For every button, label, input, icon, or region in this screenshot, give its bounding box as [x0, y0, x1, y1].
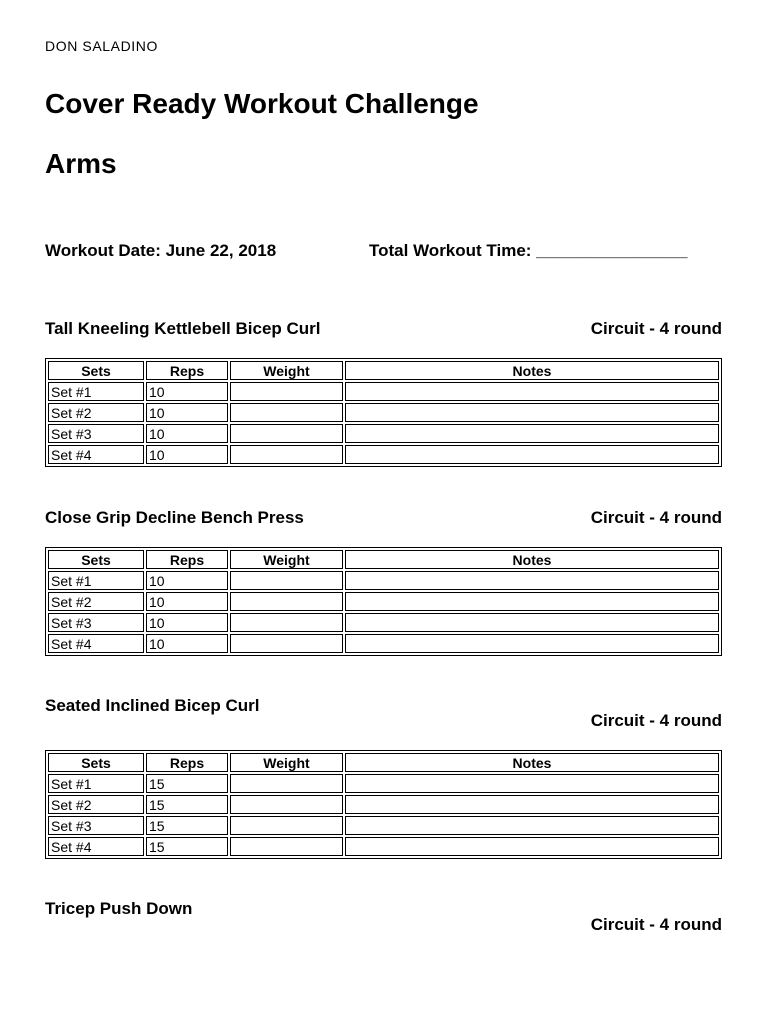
col-header-notes: Notes: [345, 753, 719, 772]
notes-cell[interactable]: [345, 634, 719, 653]
notes-cell[interactable]: [345, 837, 719, 856]
sets-table: [45, 750, 722, 859]
reps-cell: 15: [146, 795, 228, 814]
table-row: [48, 837, 719, 856]
weight-cell[interactable]: [230, 571, 343, 590]
table-header-row: [48, 753, 719, 772]
total-workout-time: Total Workout Time: ________________: [369, 241, 688, 260]
exercise-name: Tricep Push Down: [45, 899, 193, 918]
brand-name: DON SALADINO: [45, 38, 158, 54]
exercise-name: Seated Inclined Bicep Curl: [45, 696, 260, 715]
set-cell: Set #1: [48, 382, 144, 401]
reps-cell: 10: [146, 445, 228, 464]
table-row: [48, 816, 719, 835]
col-header-weight: Weight: [230, 550, 343, 569]
weight-cell[interactable]: [230, 382, 343, 401]
col-header-reps: Reps: [146, 550, 228, 569]
set-cell: Set #4: [48, 634, 144, 653]
reps-cell: 10: [146, 634, 228, 653]
reps-cell: 10: [146, 571, 228, 590]
notes-cell[interactable]: [345, 445, 719, 464]
reps-cell: 15: [146, 816, 228, 835]
col-header-notes: Notes: [345, 361, 719, 380]
reps-cell: 10: [146, 424, 228, 443]
set-cell: Set #4: [48, 837, 144, 856]
notes-cell[interactable]: [345, 424, 719, 443]
weight-cell[interactable]: [230, 634, 343, 653]
table-header-row: [48, 361, 719, 380]
table-row: [48, 795, 719, 814]
notes-cell[interactable]: [345, 816, 719, 835]
set-cell: Set #2: [48, 403, 144, 422]
page-subtitle: Arms: [45, 148, 117, 179]
exercise-circuit: Circuit - 4 round: [590, 711, 722, 730]
reps-cell: 10: [146, 382, 228, 401]
set-cell: Set #1: [48, 774, 144, 793]
table-header-row: [48, 550, 719, 569]
weight-cell[interactable]: [230, 774, 343, 793]
weight-cell[interactable]: [230, 445, 343, 464]
notes-cell[interactable]: [345, 592, 719, 611]
col-header-reps: Reps: [146, 753, 228, 772]
table-row: [48, 424, 719, 443]
col-header-weight: Weight: [230, 361, 343, 380]
sets-table: [45, 358, 722, 467]
set-cell: Set #1: [48, 571, 144, 590]
weight-cell[interactable]: [230, 613, 343, 632]
set-cell: Set #2: [48, 592, 144, 611]
exercise-circuit: Circuit - 4 round: [590, 319, 722, 338]
table-row: [48, 445, 719, 464]
col-header-reps: Reps: [146, 361, 228, 380]
reps-cell: 15: [146, 837, 228, 856]
table-row: [48, 634, 719, 653]
notes-cell[interactable]: [345, 795, 719, 814]
set-cell: Set #3: [48, 613, 144, 632]
weight-cell[interactable]: [230, 424, 343, 443]
weight-cell[interactable]: [230, 837, 343, 856]
table-row: [48, 382, 719, 401]
weight-cell[interactable]: [230, 816, 343, 835]
weight-cell[interactable]: [230, 592, 343, 611]
table-row: [48, 592, 719, 611]
set-cell: Set #3: [48, 816, 144, 835]
set-cell: Set #2: [48, 795, 144, 814]
notes-cell[interactable]: [345, 613, 719, 632]
table-row: [48, 403, 719, 422]
notes-cell[interactable]: [345, 403, 719, 422]
set-cell: Set #3: [48, 424, 144, 443]
exercise-circuit: Circuit - 4 round: [590, 915, 722, 934]
page-title: Cover Ready Workout Challenge: [45, 88, 479, 119]
reps-cell: 10: [146, 613, 228, 632]
col-header-notes: Notes: [345, 550, 719, 569]
table-row: [48, 571, 719, 590]
sets-table: [45, 547, 722, 656]
exercise-circuit: Circuit - 4 round: [590, 508, 722, 527]
set-cell: Set #4: [48, 445, 144, 464]
notes-cell[interactable]: [345, 571, 719, 590]
exercise-name: Tall Kneeling Kettlebell Bicep Curl: [45, 319, 321, 338]
reps-cell: 10: [146, 592, 228, 611]
col-header-weight: Weight: [230, 753, 343, 772]
table-row: [48, 774, 719, 793]
table-row: [48, 613, 719, 632]
reps-cell: 10: [146, 403, 228, 422]
weight-cell[interactable]: [230, 403, 343, 422]
notes-cell[interactable]: [345, 774, 719, 793]
reps-cell: 15: [146, 774, 228, 793]
exercise-name: Close Grip Decline Bench Press: [45, 508, 304, 527]
col-header-sets: Sets: [48, 753, 144, 772]
col-header-sets: Sets: [48, 361, 144, 380]
weight-cell[interactable]: [230, 795, 343, 814]
notes-cell[interactable]: [345, 382, 719, 401]
col-header-sets: Sets: [48, 550, 144, 569]
workout-date: Workout Date: June 22, 2018: [45, 241, 277, 260]
